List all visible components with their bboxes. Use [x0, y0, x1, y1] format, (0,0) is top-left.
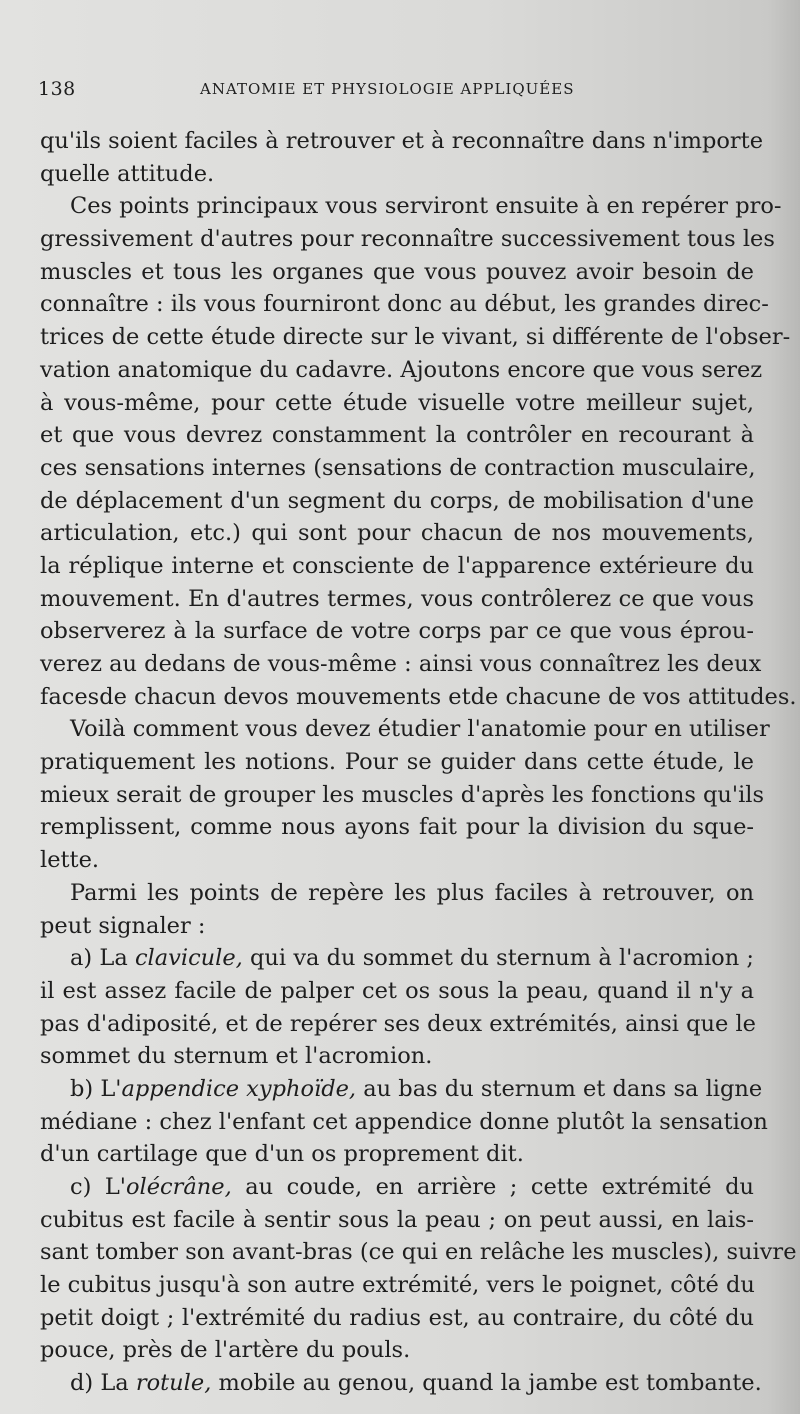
text-line: observerez à la surface de votre corps par ce que vous éprou- — [40, 618, 754, 645]
text-line: d'un cartilage que d'un os proprement dit. — [40, 1141, 524, 1168]
text-line: ces sensations internes (sensations de contraction musculaire, — [40, 454, 756, 481]
text-line: la réplique interne et consciente de l'apparence extérieure du — [40, 552, 754, 579]
text-line: mouvement. En d'autres termes, vous contrôlerez ce que vous — [40, 585, 754, 612]
text-line: articulation, etc.) qui sont pour chacun de nos mouvements, — [40, 520, 754, 547]
text-line: lette. — [40, 847, 100, 874]
page-number: 138 — [38, 78, 76, 100]
text-line: gressivement d'autres pour reconnaître successivement tous les — [40, 226, 775, 253]
line-prefix: d) La — [70, 1370, 136, 1397]
text-line: trices de cette étude directe sur le vivant, si différente de l'obser- — [40, 324, 791, 351]
text-line: facesde chacun devos mouvements etde chacune de vos attitudes. — [40, 683, 797, 710]
page-header — [38, 78, 758, 106]
line-prefix: b) L' — [70, 1075, 122, 1102]
line-prefix: c) L' — [70, 1174, 126, 1200]
text-line: pratiquement les notions. Pour se guider dans cette étude, le — [40, 749, 754, 776]
italic-term: appendice xyphoïde, — [121, 1075, 357, 1102]
text-line: et que vous devrez constamment la contrôler en recourant à — [40, 422, 754, 449]
text-line: sommet du sternum et l'acromion. — [40, 1043, 433, 1070]
text-line: de déplacement d'un segment du corps, de mobilisation d'une — [40, 487, 754, 514]
text-line: petit doigt ; l'extrémité du radius est, au contraire, du côté du — [40, 1304, 754, 1331]
italic-term: clavicule, — [134, 945, 243, 972]
text-line: qu'ils soient faciles à retrouver et à reconnaître dans n'importe — [40, 128, 764, 154]
line-suffix: qui va du sommet du sternum à l'acromion ; — [242, 945, 754, 972]
text-line: Ces points principaux vous serviront ensuite à en repérer pro- — [70, 193, 782, 220]
text-line: Parmi les points de repère les plus faciles à retrouver, on — [70, 879, 754, 906]
text-line: mieux serait de grouper les muscles d'après les fonctions qu'ils — [40, 781, 765, 808]
text-line: muscles et tous les organes que vous pouvez avoir besoin de — [40, 258, 754, 285]
text-line — [40, 1171, 754, 1204]
text-line: Voilà comment vous devez étudier l'anatomie pour en utiliser — [70, 716, 770, 743]
text-line: à vous-même, pour cette étude visuelle votre meilleur sujet, — [40, 389, 754, 416]
line-prefix: a) La — [70, 945, 135, 972]
line-suffix: mobile au genou, quand la jambe est tombante. — [211, 1370, 762, 1397]
text-line: cubitus est facile à sentir sous la peau ; on peut aussi, en lais- — [40, 1206, 754, 1233]
text-line: médiane : chez l'enfant cet appendice donne plutôt la sensation — [40, 1108, 768, 1135]
text-line: pas d'adiposité, et de repérer ses deux extrémités, ainsi que le — [40, 1010, 756, 1037]
line-suffix: au bas du sternum et dans sa ligne — [356, 1075, 763, 1102]
text-line: le cubitus jusqu'à son autre extrémité, vers le poignet, côté du — [40, 1272, 755, 1299]
text-line: remplissent, comme nous ayons fait pour la division du sque- — [40, 814, 754, 841]
text-line: connaître : ils vous fourniront donc au début, les grandes direc- — [40, 291, 769, 318]
text-line: verez au dedans de vous-même : ainsi vous connaîtrez les deux — [40, 651, 762, 677]
text-line: vation anatomique du cadavre. Ajoutons encore que vous serez — [40, 356, 763, 383]
text-line — [40, 942, 754, 975]
line-suffix: au coude, en arrière ; cette extrémité du — [231, 1174, 754, 1200]
text-line: sant tomber son avant-bras (ce qui en relâche les muscles), suivre — [40, 1239, 797, 1266]
italic-term: rotule, — [135, 1370, 212, 1397]
running-head: ANATOMIE ET PHYSIOLOGIE APPLIQUÉES — [200, 80, 575, 98]
text-line: il est assez facile de palper cet os sous la peau, quand il n'y a — [40, 977, 754, 1004]
text-line: peut signaler : — [40, 912, 206, 939]
text-line: quelle attitude. — [40, 160, 215, 187]
body-text — [40, 125, 797, 1400]
text-line — [40, 1367, 762, 1400]
text-line: pouce, près de l'artère du pouls. — [40, 1337, 411, 1364]
italic-term: olécrâne, — [125, 1174, 232, 1200]
text-line — [40, 1073, 763, 1106]
